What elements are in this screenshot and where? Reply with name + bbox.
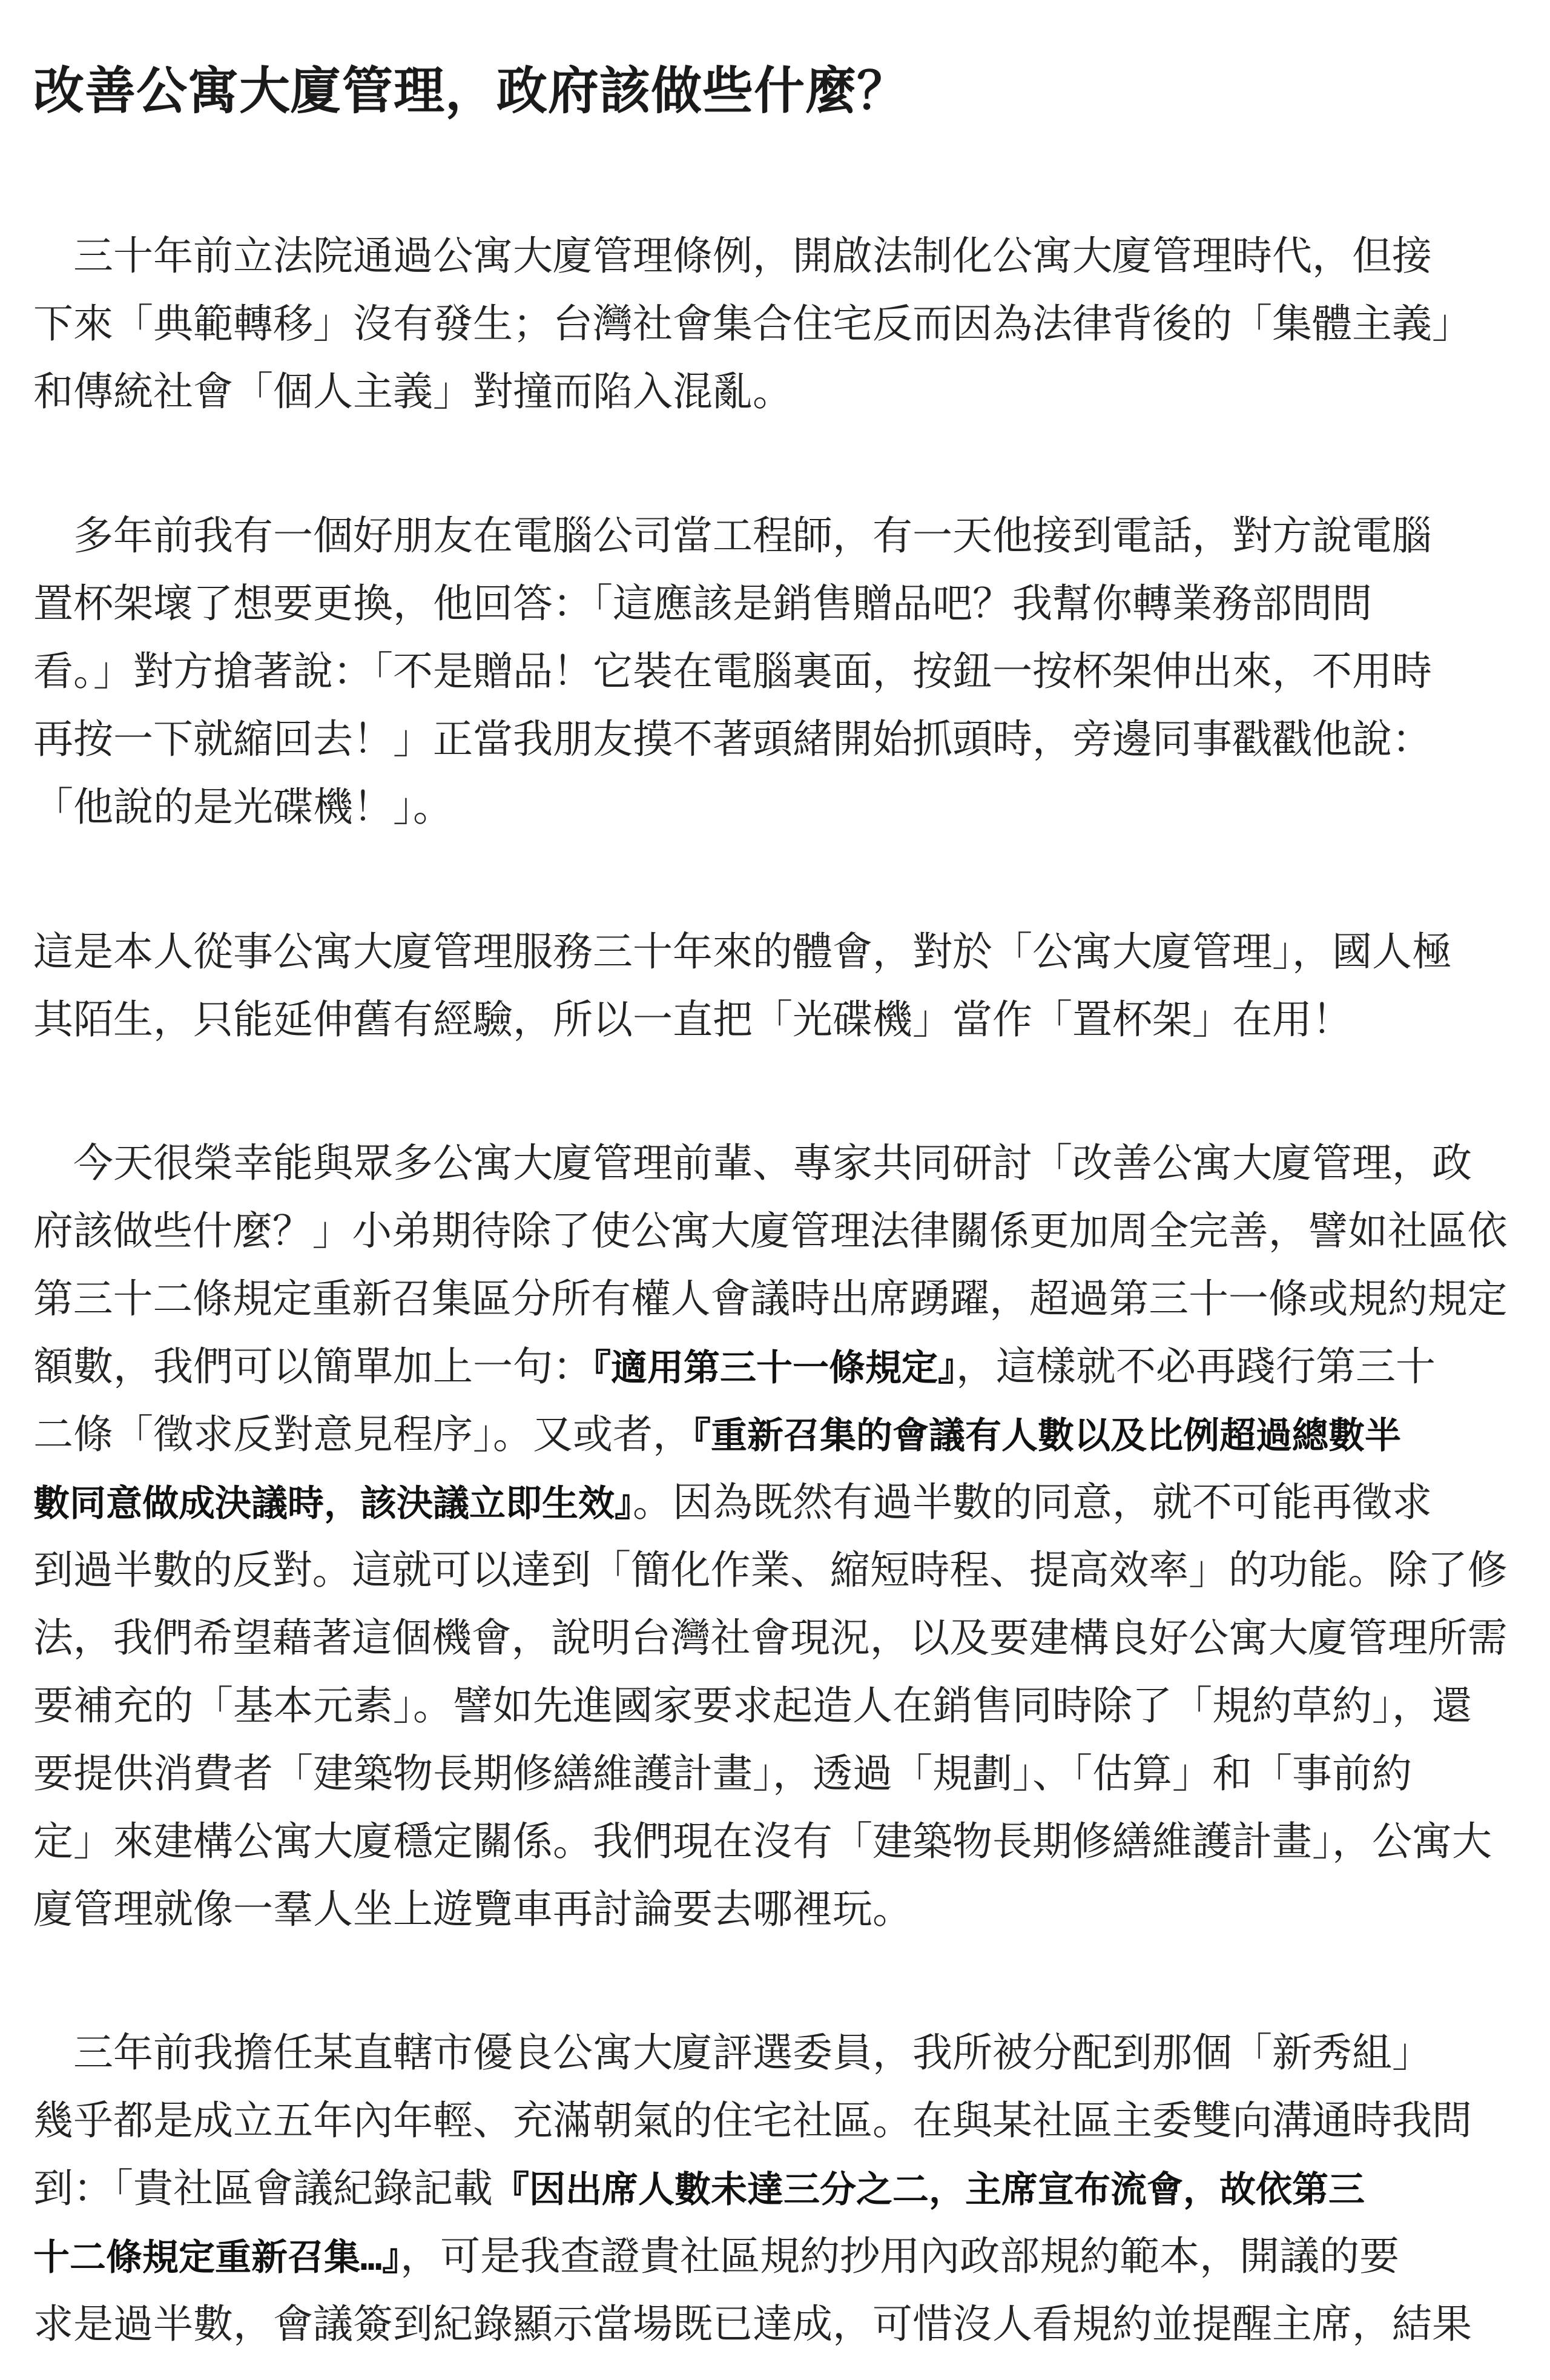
paragraph-2-line-2: 置杯架壞了想要更換，他回答：「這應該是銷售贈品吧？我幫你轉業務部問問 [33,580,1372,627]
line-text: ，這樣就不必再踐行第三十 [956,1343,1436,1390]
line-text: 額數，我們可以簡單加上一句： [33,1343,593,1390]
paragraph-2-line-4: 再按一下就縮回去！」正當我朋友摸不著頭緒開始抓頭時，旁邊同事戳戳他說： [33,716,1432,762]
paragraph-4-line-8: 法，我們希望藉著這個機會，說明台灣社會現況，以及要建構良好公寓大廈管理所需 [33,1615,1508,1661]
emphasized-quote: 『因出席人數未達三分之二，主席宣布流會，故依第三 [493,2169,1365,2211]
paragraph-5-line-5: 求是過半數，會議簽到紀錄顯示當場既已達成，可惜沒人看規約並提醒主席，結果 [33,2301,1472,2347]
line-text: 二條「徵求反對意見程序」。又或者， [33,1411,693,1458]
paragraph-5-line-1: 三年前我擔任某直轄市優良公寓大廈評選委員，我所被分配到那個「新秀組」 [33,2029,1432,2076]
paragraph-4-line-6 [33,1475,1432,1531]
paragraph-4-line-9: 要補充的「基本元素」。譬如先進國家要求起造人在銷售同時除了「規約草約」，還 [33,1682,1472,1729]
paragraph-4-line-11: 定」來建構公寓大廈穩定關係。我們現在沒有「建築物長期修繕維護計畫」，公寓大 [33,1818,1492,1865]
line-text: ，可是我查證貴社區規約抄用內政部規約範本，開議的要 [400,2233,1400,2279]
paragraph-2-line-1: 多年前我有一個好朋友在電腦公司當工程師，有一天他接到電話，對方說電腦 [33,512,1432,559]
line-text: 到：「貴社區會議紀錄記載 [33,2165,493,2212]
paragraph-5-line-2: 幾乎都是成立五年內年輕、充滿朝氣的住宅社區。在與某社區主委雙向溝通時我問 [33,2097,1472,2144]
paragraph-1-line-3: 和傳統社會「個人主義」對撞而陷入混亂。 [33,368,793,415]
paragraph-1-line-2: 下來「典範轉移」沒有發生；台灣社會集合住宅反而因為法律背後的「集體主義」 [33,300,1472,347]
page-title: 改善公寓大廈管理，政府該做些什麼？ [33,61,909,121]
paragraph-4-line-4 [33,1340,1436,1395]
paragraph-4-line-10: 要提供消費者「建築物長期修繕維護計畫」，透過「規劃」、「估算」和「事前約 [33,1750,1412,1797]
emphasized-quote: 十二條規定重新召集…』 [33,2236,401,2279]
paragraph-4-line-12: 廈管理就像一羣人坐上遊覽車再討論要去哪裡玩。 [33,1886,912,1932]
line-text: 。因為既然有過半數的同意，就不可能再徵求 [633,1479,1432,1526]
paragraph-2-line-3: 看。」對方搶著說：「不是贈品！它裝在電腦裏面，按鈕一按杯架伸出來，不用時 [33,648,1432,695]
paragraph-4-line-7: 到過半數的反對。這就可以達到「簡化作業、縮短時程、提高效率」的功能。除了修 [33,1547,1508,1593]
emphasized-quote: 『適用第三十一條規定』 [593,1347,956,1389]
paragraph-1-line-1: 三十年前立法院通過公寓大廈管理條例，開啟法制化公寓大廈管理時代，但接 [33,233,1432,279]
paragraph-4-line-1: 今天很榮幸能與眾多公寓大廈管理前輩、專家共同研討「改善公寓大廈管理，政 [33,1140,1472,1186]
paragraph-2-line-5: 「他說的是光碟機！」。 [33,784,453,830]
paragraph-4-line-3: 第三十二條規定重新召集區分所有權人會議時出席踴躍，超過第三十一條或規約規定 [33,1275,1508,1322]
paragraph-4-line-2: 府該做些什麼？」小弟期待除了使公寓大廈管理法律關係更加周全完善，譬如社區依 [33,1208,1508,1254]
paragraph-5-line-3 [33,2161,1365,2217]
paragraph-5-line-4 [33,2229,1399,2285]
paragraph-3-line-2: 其陌生，只能延伸舊有經驗，所以一直把「光碟機」當作「置杯架」在用！ [33,996,1352,1043]
paragraph-3-line-1: 這是本人從事公寓大廈管理服務三十年來的體會，對於「公寓大廈管理」，國人極 [33,928,1452,975]
emphasized-quote: 『重新召集的會議有人數以及比例超過總數半 [693,1415,1401,1457]
emphasized-quote: 數同意做成決議時，該決議立即生效』 [33,1483,633,1525]
paragraph-4-line-5 [33,1407,1401,1463]
